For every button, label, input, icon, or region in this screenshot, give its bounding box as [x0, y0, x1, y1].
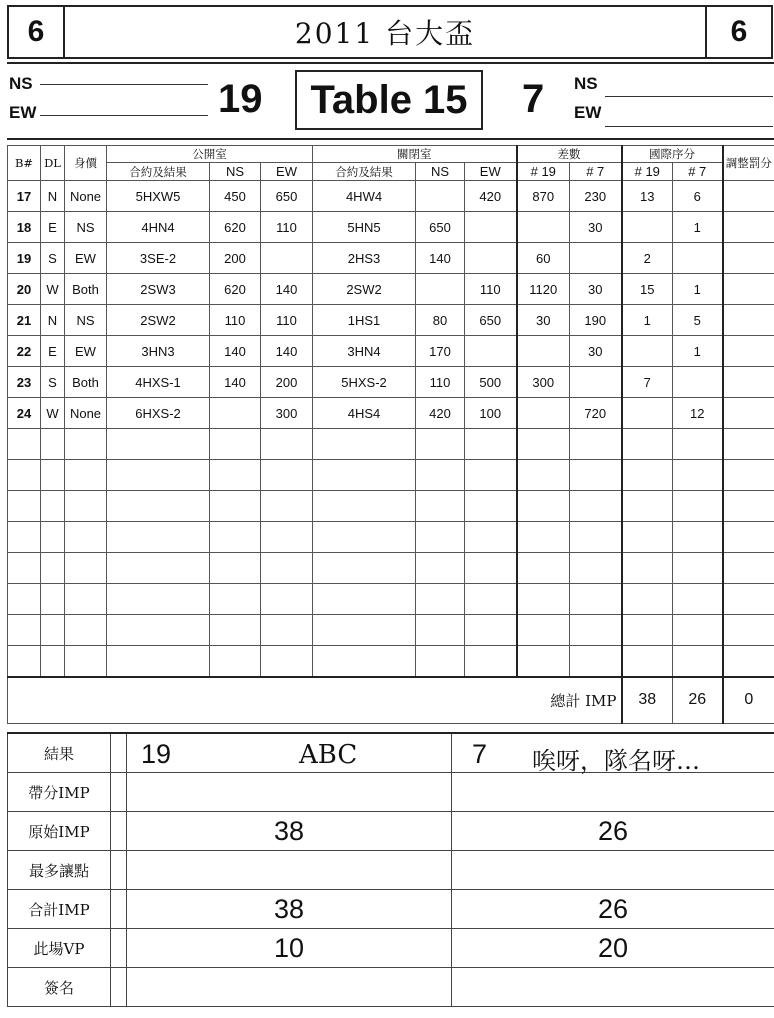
carry-imp-left: [127, 773, 452, 812]
right-team-number: 7: [522, 77, 545, 121]
dealer: N: [41, 305, 65, 336]
vulnerability: Both: [65, 274, 107, 305]
adjust: [723, 243, 774, 274]
result-row: [8, 968, 774, 1007]
dealer: S: [41, 243, 65, 274]
diff-7: 30: [570, 274, 622, 305]
header-diff: 差數: [517, 146, 622, 163]
imp-7: [673, 367, 723, 398]
open-ns: 140: [210, 336, 261, 367]
vulnerability: EW: [65, 243, 107, 274]
closed-ew: 420: [465, 181, 517, 212]
closed-ns: 650: [416, 212, 465, 243]
closed-ew: 650: [465, 305, 517, 336]
result-row: [8, 773, 774, 812]
table-row: [8, 212, 774, 243]
diff-7: [570, 243, 622, 274]
diff-19: 300: [517, 367, 570, 398]
closed-contract: 1HS1: [313, 305, 416, 336]
vulnerability: NS: [65, 212, 107, 243]
imp-7: 5: [673, 305, 723, 336]
diff-19: [517, 336, 570, 367]
open-ew: 140: [261, 274, 313, 305]
result-table: [7, 732, 774, 1007]
open-contract: 4HN4: [107, 212, 210, 243]
open-ew: 110: [261, 212, 313, 243]
adjust: [723, 398, 774, 429]
header-closed-ew: EW: [465, 163, 517, 181]
closed-ns: 110: [416, 367, 465, 398]
adjust: [723, 367, 774, 398]
open-ns: [210, 398, 261, 429]
vulnerability: NS: [65, 305, 107, 336]
open-ew: 140: [261, 336, 313, 367]
left-team-result: [127, 733, 452, 773]
board-number: 18: [8, 212, 41, 243]
header-diff-7: # 7: [570, 163, 622, 181]
board-number: 21: [8, 305, 41, 336]
imp-7: [673, 243, 723, 274]
vp-right: 20: [452, 929, 774, 968]
header-open-ew: EW: [261, 163, 313, 181]
diff-7: [570, 367, 622, 398]
adjust: [723, 181, 774, 212]
header-imp-19: # 19: [622, 163, 673, 181]
ew-line-left: [40, 115, 208, 116]
header-closed-ns: NS: [416, 163, 465, 181]
imp-19: [622, 212, 673, 243]
closed-ew: [465, 336, 517, 367]
header-imp: 國際序分: [622, 146, 723, 163]
ns-label-left: NS: [9, 74, 33, 93]
closed-ns: 170: [416, 336, 465, 367]
boards-table: [7, 145, 774, 724]
imp-7: 1: [673, 212, 723, 243]
total-imp-19: 38: [622, 677, 673, 723]
ns-line-left: [40, 84, 208, 85]
diff-7: 30: [570, 336, 622, 367]
imp-7: 1: [673, 336, 723, 367]
open-contract: 6HXS-2: [107, 398, 210, 429]
result-row: [8, 733, 774, 773]
header-vul: 身價: [65, 146, 107, 181]
max-concession-right: [452, 851, 774, 890]
closed-ns: [416, 181, 465, 212]
imp-19: [622, 398, 673, 429]
imp-19: 7: [622, 367, 673, 398]
board-number: 19: [8, 243, 41, 274]
header-left-number: 6: [7, 5, 65, 59]
dealer: S: [41, 367, 65, 398]
table-row: [8, 305, 774, 336]
diff-7: 190: [570, 305, 622, 336]
total-adjust: 0: [723, 677, 774, 723]
header-adjust: 調整罰分: [723, 146, 774, 181]
empty-row: [8, 460, 774, 491]
board-number: 20: [8, 274, 41, 305]
adjust: [723, 274, 774, 305]
imp-7: 6: [673, 181, 723, 212]
closed-ew: 110: [465, 274, 517, 305]
left-team-name: ABC: [299, 740, 358, 770]
signature-left[interactable]: [127, 968, 452, 1007]
board-number: 22: [8, 336, 41, 367]
header-imp-7: # 7: [673, 163, 723, 181]
result-row: [8, 851, 774, 890]
closed-contract: 2SW2: [313, 274, 416, 305]
result-row: [8, 890, 774, 929]
vp-label: 此場VP: [8, 929, 111, 968]
closed-ew: 500: [465, 367, 517, 398]
max-concession-left: [127, 851, 452, 890]
diff-7: 30: [570, 212, 622, 243]
total-label: 總計 IMP: [8, 677, 622, 723]
imp-19: 1: [622, 305, 673, 336]
closed-ns: 80: [416, 305, 465, 336]
signature-right[interactable]: [452, 968, 774, 1007]
result-label: 結果: [8, 733, 111, 773]
imp-19: [622, 336, 673, 367]
header-open-ns: NS: [210, 163, 261, 181]
table-row: [8, 398, 774, 429]
closed-contract: 4HS4: [313, 398, 416, 429]
closed-contract: 2HS3: [313, 243, 416, 274]
header-right-number: 6: [705, 5, 773, 59]
open-ns: 140: [210, 367, 261, 398]
open-contract: 2SW2: [107, 305, 210, 336]
ns-label-right: NS: [574, 74, 598, 93]
carry-imp-label: 帶分IMP: [8, 773, 111, 812]
open-ew: [261, 243, 313, 274]
closed-contract: 5HN5: [313, 212, 416, 243]
open-ns: 620: [210, 274, 261, 305]
table-label: Table 15: [295, 70, 483, 130]
open-contract: 5HXW5: [107, 181, 210, 212]
vulnerability: EW: [65, 336, 107, 367]
empty-row: [8, 491, 774, 522]
diff-19: 60: [517, 243, 570, 274]
page-title: 2011 台大盃: [63, 5, 707, 59]
vulnerability: Both: [65, 367, 107, 398]
closed-ew: [465, 243, 517, 274]
header-dealer: DL: [41, 146, 65, 181]
board-number: 23: [8, 367, 41, 398]
open-contract: 3SE-2: [107, 243, 210, 274]
open-ns: 620: [210, 212, 261, 243]
dealer: N: [41, 181, 65, 212]
closed-ns: [416, 274, 465, 305]
diff-19: 30: [517, 305, 570, 336]
table-row: [8, 336, 774, 367]
header-open-room: 公開室: [107, 146, 313, 163]
open-contract: 3HN3: [107, 336, 210, 367]
empty-row: [8, 429, 774, 460]
header-closed-room: 關閉室: [313, 146, 517, 163]
open-ns: 110: [210, 305, 261, 336]
board-number: 24: [8, 398, 41, 429]
imp-7: 1: [673, 274, 723, 305]
imp-7: 12: [673, 398, 723, 429]
result-row: [8, 812, 774, 851]
ew-line-right: [605, 126, 773, 127]
vulnerability: None: [65, 398, 107, 429]
empty-row: [8, 553, 774, 584]
adjust: [723, 212, 774, 243]
open-ew: 200: [261, 367, 313, 398]
vp-left: 10: [127, 929, 452, 968]
empty-row: [8, 615, 774, 646]
diff-19: [517, 212, 570, 243]
header-open-contract: 合約及結果: [107, 163, 210, 181]
result-row: [8, 929, 774, 968]
signature-label: 簽名: [8, 968, 111, 1007]
carry-imp-right: [452, 773, 774, 812]
right-team-result: [452, 733, 774, 773]
total-imp-right: 26: [452, 890, 774, 929]
closed-ew: 100: [465, 398, 517, 429]
total-imp-7: 26: [673, 677, 723, 723]
header-diff-19: # 19: [517, 163, 570, 181]
imp-19: 2: [622, 243, 673, 274]
closed-ew: [465, 212, 517, 243]
open-contract: 4HXS-1: [107, 367, 210, 398]
diff-19: [517, 398, 570, 429]
dealer: E: [41, 336, 65, 367]
open-ew: 110: [261, 305, 313, 336]
imp-19: 15: [622, 274, 673, 305]
total-row: [8, 677, 774, 723]
open-ns: 200: [210, 243, 261, 274]
empty-row: [8, 646, 774, 678]
table-row: [8, 274, 774, 305]
left-team-number: 19: [218, 77, 263, 121]
empty-row: [8, 522, 774, 553]
board-number: 17: [8, 181, 41, 212]
vulnerability: None: [65, 181, 107, 212]
right-team-name: 唉呀，隊名呀…: [532, 747, 700, 775]
open-contract: 2SW3: [107, 274, 210, 305]
raw-imp-right: 26: [452, 812, 774, 851]
dealer: W: [41, 274, 65, 305]
max-concession-label: 最多讓點: [8, 851, 111, 890]
total-imp-left: 38: [127, 890, 452, 929]
closed-contract: 4HW4: [313, 181, 416, 212]
ew-label-left: EW: [9, 103, 37, 122]
diff-7: 230: [570, 181, 622, 212]
diff-19: 870: [517, 181, 570, 212]
imp-19: 13: [622, 181, 673, 212]
closed-ns: 420: [416, 398, 465, 429]
closed-contract: 3HN4: [313, 336, 416, 367]
raw-imp-label: 原始IMP: [8, 812, 111, 851]
diff-19: 1120: [517, 274, 570, 305]
closed-ns: 140: [416, 243, 465, 274]
adjust: [723, 336, 774, 367]
right-team-num: 7: [472, 739, 488, 769]
diff-7: 720: [570, 398, 622, 429]
dealer: W: [41, 398, 65, 429]
closed-contract: 5HXS-2: [313, 367, 416, 398]
left-team-num: 19: [141, 739, 172, 769]
adjust: [723, 305, 774, 336]
ew-label-right: EW: [574, 103, 602, 122]
open-ew: 650: [261, 181, 313, 212]
header-closed-contract: 合約及結果: [313, 163, 416, 181]
raw-imp-left: 38: [127, 812, 452, 851]
table-row: [8, 367, 774, 398]
empty-row: [8, 584, 774, 615]
ns-line-right: [605, 96, 773, 97]
table-row: [8, 181, 774, 212]
total-imp-label: 合計IMP: [8, 890, 111, 929]
dealer: E: [41, 212, 65, 243]
header-board: B#: [8, 146, 41, 181]
table-row: [8, 243, 774, 274]
open-ew: 300: [261, 398, 313, 429]
open-ns: 450: [210, 181, 261, 212]
